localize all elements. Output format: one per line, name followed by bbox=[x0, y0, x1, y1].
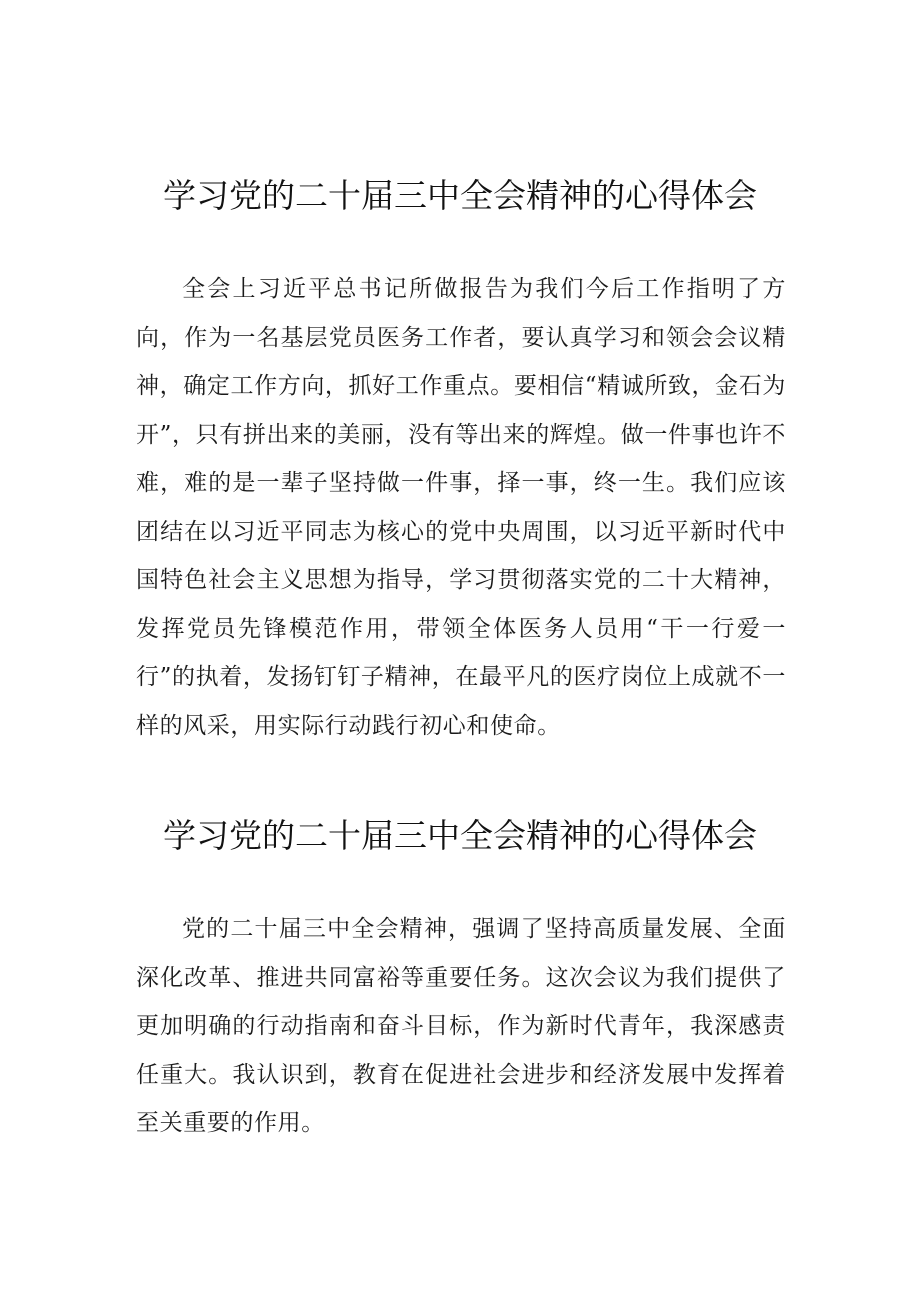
section-1-title: 学习党的二十届三中全会精神的心得体会 bbox=[163, 176, 757, 215]
section-2-title: 学习党的二十届三中全会精神的心得体会 bbox=[163, 816, 757, 855]
section-1-paragraph: 全会上习近平总书记所做报告为我们今后工作指明了方向，作为一名基层党员医务工作者，要认真学习和领会会议精神，确定工作方向，抓好工作重点。要相信“精诚所致，金石为开”，只有拼出来的美丽，没有等出来的辉煌。做一件事也许不难，难的是一辈子坚持做一件事，择一事，终一生。我们应该团结在以习近平同志为核心的党中央周围，以习近平新时代中国特色社会主义思想为指导，学习贯彻落实党的二十大精神，发挥党员先锋模范作用，带领全体医务人员用“干一行爱一行”的执着，发扬钉钉子精神，在最平凡的医疗岗位上成就不一样的风采，用实际行动践行初心和使命。 bbox=[136, 276, 786, 739]
section-2-paragraph: 党的二十届三中全会精神，强调了坚持高质量发展、全面深化改革、推进共同富裕等重要任务。这次会议为我们提供了更加明确的行动指南和奋斗目标，作为新时代青年，我深感责任重大。我认识到，教育在促进社会进步和经济发展中发挥着至关重要的作用。 bbox=[136, 916, 786, 1136]
